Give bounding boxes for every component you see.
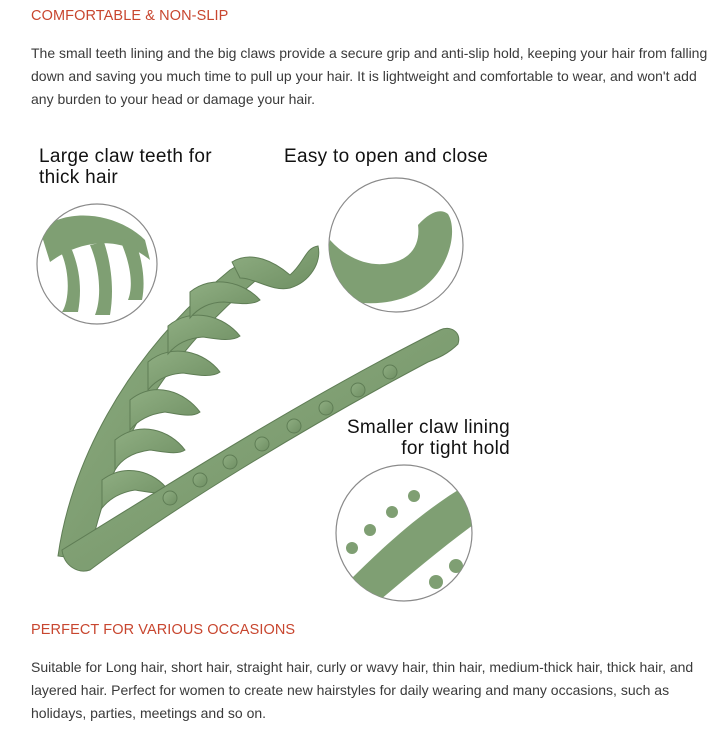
zoom-circle-open-close [320,178,463,312]
zoom-circle-large-claw [37,204,157,324]
callout-small-claw: Smaller claw lining for tight hold [346,417,510,459]
section-paragraph-occasions: Suitable for Long hair, short hair, straight hair, curly or wavy hair, thin hair, medium-thick hair, thick hair, and layered hair. Perfect for women to create new hairstyles for daily wearing and many occasions, such as holidays, parties, meetings and so on. [31,659,694,721]
callout-large-claw: Large claw teeth for thick hair [39,146,212,188]
section-heading-occasions: PERFECT FOR VARIOUS OCCASIONS [31,622,296,638]
section-heading-comfortable: COMFORTABLE & NON-SLIP [31,8,229,24]
zoom-circle-small-claw [336,465,480,601]
callout-easy-open: Easy to open and close [284,146,489,167]
section-paragraph-comfortable: The small teeth lining and the big claws provide a secure grip and anti-slip hold, keeping your hair from falling down and saving you much time to pull up your hair. It is lightweight and comfortable to wear, and won't add any burden to your head or damage your hair. [31,45,708,107]
